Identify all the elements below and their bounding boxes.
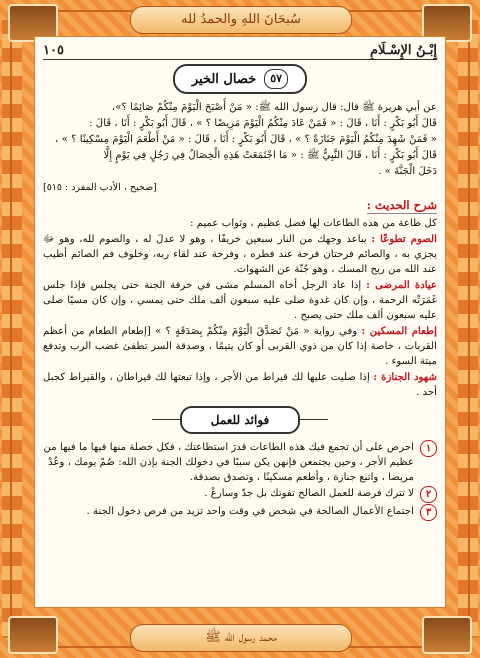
explanation-item-text: يباعد وجهك من النار سبعين خريفًا ، وهو لا عدلَ له ، والصوم لله، وهو ﷻ يجزي به ، والصائم فرحتان فرحة عند فطره ، وفرحة عند لقاء ربه، وخلوف فم الصائم أطيب عند الله من ريح المسك ، وهو جُنّة عن الشهوات. xyxy=(43,234,437,275)
benefit-number: ١ xyxy=(420,440,437,457)
chapter-heading xyxy=(173,64,307,94)
chapter-number: ٥٧ xyxy=(264,69,288,89)
benefit-item xyxy=(43,504,437,521)
bottom-calligraphy-banner: محمد رسول الله ﷺ xyxy=(130,624,352,652)
hadith-line: دَخَلَ الْجَنَّةَ » . xyxy=(378,166,437,177)
quran-icon xyxy=(422,616,472,654)
hadith-text xyxy=(43,100,437,195)
explanation-intro: كل طاعة من هذه الطاعات لها فضل عظيم ، وثواب عميم : xyxy=(190,218,437,229)
hadith-line: « فَمَنْ شَهِدَ مِنْكُمُ الْيَوْمَ جَنَازَةً ؟ » ، قَالَ أَبُو بَكْرٍ : أَنَا ، قَالَ : « مَنْ أَطْعَمَ الْيَوْمَ مِسْكِينًا ؟ » ، xyxy=(55,134,437,145)
hadith-source: [صحيح ، الأدب المفرد : ٥١٥] xyxy=(43,182,157,193)
hadith-line: قَالَ أَبُو بَكْرٍ : أَنَا ، قَالَ : « فَمَنْ عَادَ مِنْكُمُ الْيَوْمَ مَرِيضًا ؟ » ، قَالَ أَبُو بَكْرٍ : أَنَا ، قَالَ : xyxy=(89,118,437,129)
chapter-title: خصال الخير xyxy=(191,71,257,87)
book-title: إِبْـنُ الإِسْـلَامِ xyxy=(370,42,437,58)
explanation-heading: شرح الحديث : xyxy=(366,198,437,212)
explanation-item-label: الصوم تطوعًا : xyxy=(371,233,437,245)
explanation-item-text: إذا صليت عليها لك قيراط من الأجر ، وإذا تبعتها لك قيراطان ، والقيراط كجبل أحد . xyxy=(43,372,437,398)
explanation-item-text: إذا عاد الرجل أخاه المسلم مشى في خرفة الجنة حتى يجلس فإذا جلس غَمَرَتْه الرحمة ، وإن كان غدوة صلى عليه سبعون ألف ملك حتى يمسي ، وإن كان مسيًا صلى عليه سبعون ألف ملك حتى يصبح . xyxy=(43,280,437,321)
page-number: ١٠٥ xyxy=(43,42,64,58)
explanation-item xyxy=(43,370,437,400)
benefit-item xyxy=(43,440,437,485)
explanation-item-label: عيادة المرضى : xyxy=(366,279,437,291)
benefit-text: اجتماع الأعمال الصالحة في شخص في وقت واحد تزيد من فرص دخول الجنة . xyxy=(86,506,414,517)
benefits-heading: فوائد للعمل xyxy=(180,406,300,434)
benefit-item xyxy=(43,486,437,503)
explanation-item-label: إطعام المسكين : xyxy=(361,325,437,337)
quran-icon xyxy=(8,616,58,654)
explanation-item-text: وفي رواية « مَنْ تَصَدَّقَ الْيَوْمَ مِنْكُمْ بِصَدَقَةٍ ؟ » [إطعام الطعام من أعظم القربات ، خاصة إذا كان من ذوي القربى أو كان يتيمًا ، وصدقة السر تطفئ غضب الرب وتدفع ميتة السوء . xyxy=(43,326,437,367)
hadith-line: قَالَ أَبُو بَكْرٍ : أَنَا ، قَالَ النَّبِيُّ ﷺ : « مَا اجْتَمَعَتْ هَذِهِ الْخِصَالُ فِي رَجُلٍ فِي يَوْمٍ إِلَّا xyxy=(103,150,437,161)
explanation-item xyxy=(43,324,437,369)
explanation-item-label: شهود الجنازة : xyxy=(373,371,437,383)
benefit-number: ٣ xyxy=(420,504,437,521)
explanation-item xyxy=(43,232,437,277)
running-header xyxy=(43,41,437,60)
hadith-line: عن أبي هريرة ﷺ قال: قال رسول الله ﷺ: « مَنْ أَصْبَحَ الْيَوْمَ مِنْكُمْ صَائِمًا ؟»، xyxy=(111,102,437,113)
benefit-number: ٢ xyxy=(420,486,437,503)
explanation-item xyxy=(43,278,437,323)
benefit-text: لا تترك فرصة للعمل الصالح تفوتك بل جدّ وسارعْ . xyxy=(204,488,414,499)
page-content xyxy=(34,36,446,608)
top-calligraphy-banner: سُبحَانَ اللهِ والحمدُ لله xyxy=(130,6,352,34)
benefit-text: احرص على أن تجمع فيك هذه الطاعات قدرَ استطاعتك ، فكل خصلة منها فيها ما فيها من عظيم الأجر ، وحين يجتمعن فإنهن يكن سببًا في دخولك الجنة بإذن الله: صُمْ يومك ، وعُدْ مريضا ، واتبع جنازة ، وأطعم مسكينًا ، وتصدق بصدقة. xyxy=(43,442,414,483)
